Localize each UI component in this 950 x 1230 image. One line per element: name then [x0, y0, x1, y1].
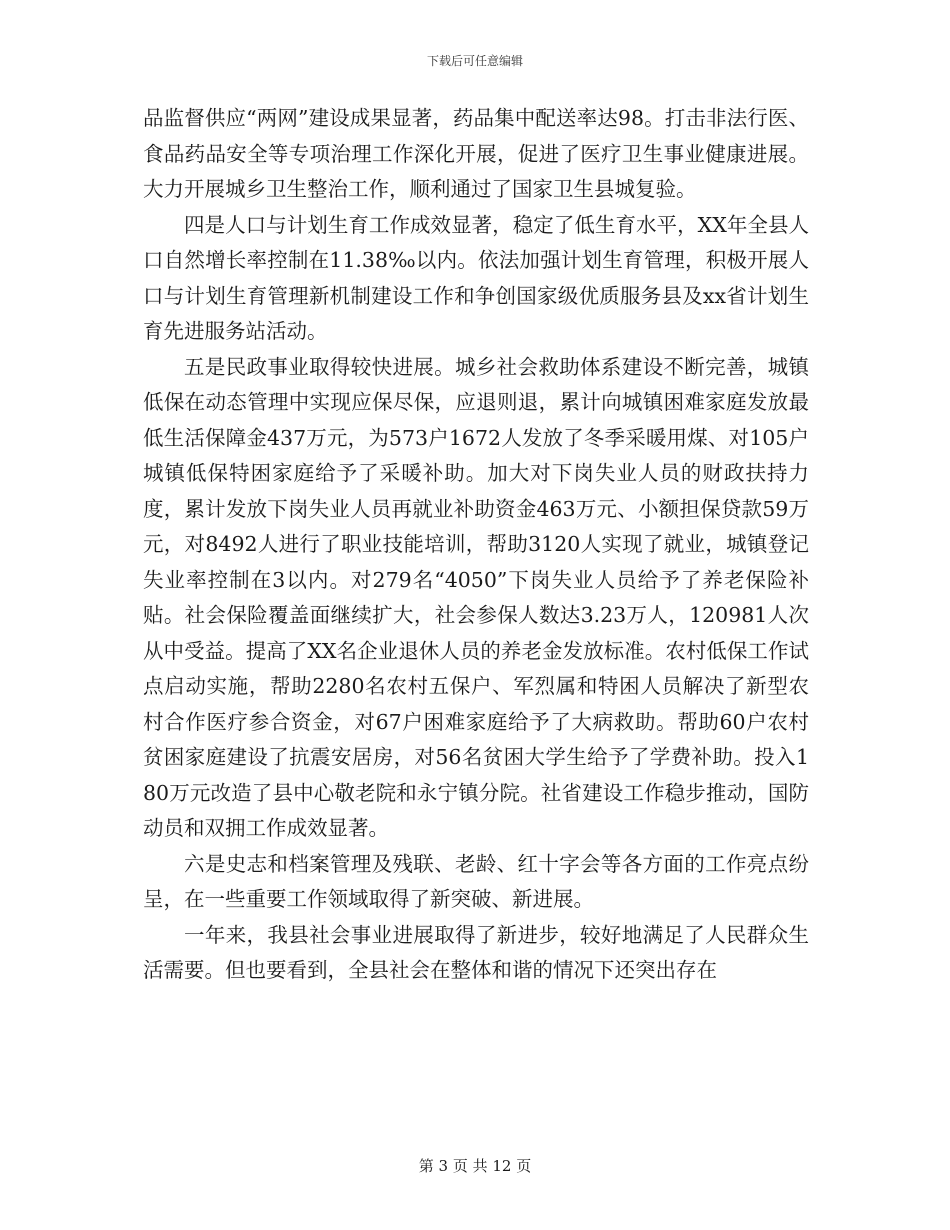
paragraph-5: 一年来，我县社会事业进展取得了新进步，较好地满足了人民群众生活需要。但也要看到，全县社会在整体和谐的情况下还突出存在	[143, 922, 809, 982]
page-header: 下载后可任意编辑	[426, 54, 523, 68]
document-body	[143, 101, 809, 989]
page-footer: 第 3 页 共 12 页	[418, 1157, 532, 1175]
paragraph-2: 四是人口与计划生育工作成效显著，稳定了低生育水平，XX年全县人口自然增长率控制在11.38‰以内。依法加强计划生育管理，积极开展人口与计划生育管理新机制建设工作和争创国家级优质服务县及xx省计划生育先进服务站活动。	[143, 212, 809, 343]
paragraph-1: 品监督供应“两网”建设成果显著，药品集中配送率达98。打击非法行医、食品药品安全等专项治理工作深化开展，促进了医疗卫生事业健康进展。大力开展城乡卫生整治工作，顺利通过了国家卫生县城复验。	[143, 106, 809, 201]
paragraph-4: 六是史志和档案管理及残联、老龄、红十字会等各方面的工作亮点纷呈，在一些重要工作领域取得了新突破、新进展。	[143, 851, 809, 911]
paragraph-3: 五是民政事业取得较快进展。城乡社会救助体系建设不断完善，城镇低保在动态管理中实现应保尽保，应退则退，累计向城镇困难家庭发放最低生活保障金437万元，为573户1672人发放了冬季采暖用煤、对105户城镇低保特困家庭给予了采暖补助。加大对下岗失业人员的财政扶持力度，累计发放下岗失业人员再就业补助资金463万元、小额担保贷款59万元，对8492人进行了职业技能培训，帮助3120人实现了就业，城镇登记失业率控制在3以内。对279名“4050”下岗失业人员给予了养老保险补贴。社会保险覆盖面继续扩大，社会参保人数达3.23万人，120981人次从中受益。提高了XX名企业退休人员的养老金发放标准。农村低保工作试点启动实施，帮助2280名农村五保户、军烈属和特困人员解决了新型农村合作医疗参合资金，对67户困难家庭给予了大病救助。帮助60户农村贫困家庭建设了抗震安居房，对56名贫困大学生给予了学费补助。投入180万元改造了县中心敬老院和永宁镇分院。社省建设工作稳步推动，国防动员和双拥工作成效显著。	[143, 354, 809, 840]
